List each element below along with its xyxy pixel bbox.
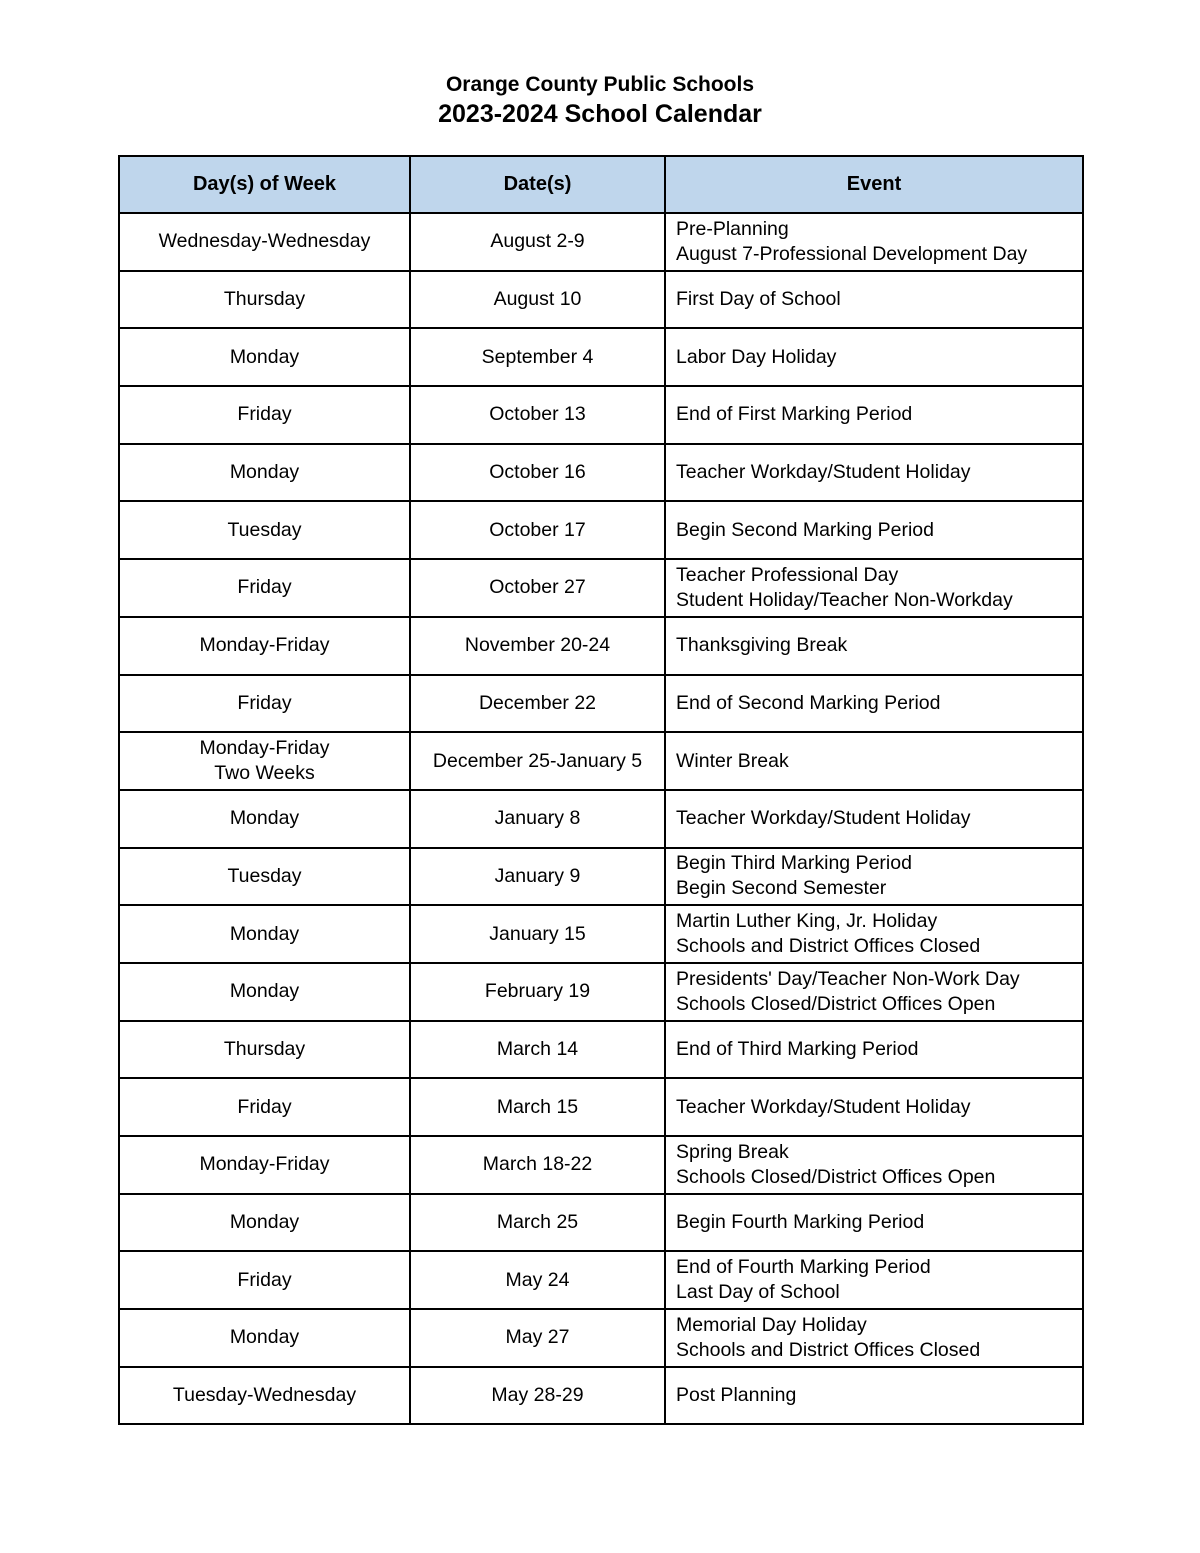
day-of-week-cell [119,1367,410,1425]
document-header [0,72,1200,130]
day-of-week-text: Friday [237,403,292,426]
day-of-week-text: Wednesday-Wednesday [158,230,371,253]
event-cell [665,963,1083,1021]
table-row [119,1194,1083,1252]
day-of-week-text: Thursday [223,288,306,311]
day-of-week-cell [119,905,410,963]
date-cell: September 4 [410,328,665,386]
event-text: Labor Day Holiday [676,345,837,368]
event-cell [665,386,1083,444]
day-of-week-cell [119,732,410,790]
table-row [119,617,1083,675]
date-cell: October 16 [410,444,665,502]
day-of-week-cell [119,386,410,444]
table-row [119,790,1083,848]
day-of-week-text: Friday [237,1095,292,1118]
table-row [119,1251,1083,1309]
event-text: Student Holiday/Teacher Non-Workday [676,588,1013,611]
table-row [119,963,1083,1021]
day-of-week-cell [119,444,410,502]
day-of-week-text: Monday [229,1326,300,1349]
calendar-table [118,155,1084,1425]
date-cell: December 22 [410,675,665,733]
date-cell: January 9 [410,848,665,906]
table-row [119,732,1083,790]
date-cell: October 27 [410,559,665,617]
header-row [119,156,1083,213]
table-row [119,848,1083,906]
table-row [119,905,1083,963]
day-of-week-cell [119,559,410,617]
event-text: Begin Fourth Marking Period [676,1211,925,1234]
event-text: Spring Break [676,1140,789,1163]
table-row [119,1367,1083,1425]
date-cell: March 18-22 [410,1136,665,1194]
column-header-date: Date(s) [410,156,665,213]
event-text: End of Fourth Marking Period [676,1256,931,1279]
day-of-week-text: Two Weeks [214,762,315,785]
table-row [119,675,1083,733]
day-of-week-cell [119,213,410,271]
organization-name: Orange County Public Schools [445,73,755,96]
day-of-week-text: Friday [237,691,292,714]
event-text: First Day of School [676,288,841,311]
table-row [119,559,1083,617]
event-text: Schools and District Offices Closed [676,1338,981,1361]
column-header-day: Day(s) of Week [119,156,410,213]
date-cell: August 10 [410,271,665,329]
table-header [119,156,1083,213]
day-of-week-text: Monday-Friday [199,737,330,760]
event-cell [665,213,1083,271]
event-text: Teacher Workday/Student Holiday [676,1095,971,1118]
event-text: Begin Third Marking Period [676,852,912,875]
table-row [119,1136,1083,1194]
event-text: Schools Closed/District Offices Open [676,1165,996,1188]
event-text: End of Second Marking Period [676,691,941,714]
day-of-week-cell [119,1251,410,1309]
event-text: Teacher Workday/Student Holiday [676,807,971,830]
event-cell [665,1021,1083,1079]
event-text: Thanksgiving Break [676,634,848,657]
date-cell: May 28-29 [410,1367,665,1425]
table-row [119,1021,1083,1079]
date-cell: August 2-9 [410,213,665,271]
event-cell [665,732,1083,790]
event-text: Post Planning [676,1384,797,1407]
day-of-week-text: Monday [229,807,300,830]
table-row [119,444,1083,502]
event-cell [665,1136,1083,1194]
event-cell [665,675,1083,733]
day-of-week-cell [119,271,410,329]
event-cell [665,790,1083,848]
table-row [119,271,1083,329]
date-cell: May 24 [410,1251,665,1309]
day-of-week-text: Monday [229,461,300,484]
date-cell: February 19 [410,963,665,1021]
column-header-event: Event [665,156,1083,213]
day-of-week-text: Monday [229,345,300,368]
table-row [119,1309,1083,1367]
day-of-week-text: Monday [229,922,300,945]
event-text: Teacher Professional Day [676,563,899,586]
day-of-week-text: Monday [229,1211,300,1234]
event-text: Martin Luther King, Jr. Holiday [676,910,938,933]
event-cell [665,1078,1083,1136]
date-cell: March 15 [410,1078,665,1136]
event-text: Begin Second Marking Period [676,518,934,541]
date-cell: January 8 [410,790,665,848]
event-cell [665,328,1083,386]
event-cell [665,1309,1083,1367]
day-of-week-text: Monday-Friday [199,634,330,657]
date-cell: October 13 [410,386,665,444]
event-text: August 7-Professional Development Day [676,242,1028,265]
day-of-week-text: Monday [229,980,300,1003]
day-of-week-cell [119,848,410,906]
day-of-week-cell [119,675,410,733]
day-of-week-cell [119,1194,410,1252]
event-text: Pre-Planning [676,217,789,240]
date-cell: January 15 [410,905,665,963]
event-cell [665,1194,1083,1252]
event-cell [665,848,1083,906]
event-cell [665,444,1083,502]
date-cell: March 14 [410,1021,665,1079]
event-text: Memorial Day Holiday [676,1313,867,1336]
day-of-week-cell [119,1021,410,1079]
event-cell [665,905,1083,963]
event-text: Teacher Workday/Student Holiday [676,461,971,484]
day-of-week-cell [119,501,410,559]
day-of-week-text: Thursday [223,1037,306,1060]
event-text: Winter Break [676,749,789,772]
event-text: End of First Marking Period [676,403,913,426]
table-row [119,328,1083,386]
table-body [119,213,1083,1424]
table-row [119,213,1083,271]
date-cell: November 20-24 [410,617,665,675]
day-of-week-text: Friday [237,576,292,599]
event-text: End of Third Marking Period [676,1037,919,1060]
day-of-week-text: Tuesday [227,864,302,887]
day-of-week-text: Monday-Friday [199,1153,330,1176]
event-cell [665,1251,1083,1309]
day-of-week-cell [119,1078,410,1136]
date-cell: March 25 [410,1194,665,1252]
event-cell [665,271,1083,329]
event-cell [665,501,1083,559]
date-cell: May 27 [410,1309,665,1367]
day-of-week-text: Tuesday-Wednesday [172,1384,357,1407]
day-of-week-cell [119,328,410,386]
event-cell [665,617,1083,675]
day-of-week-text: Friday [237,1268,292,1291]
day-of-week-cell [119,963,410,1021]
day-of-week-text: Tuesday [227,518,302,541]
event-cell [665,1367,1083,1425]
event-text: Presidents' Day/Teacher Non-Work Day [676,967,1020,990]
day-of-week-cell [119,790,410,848]
event-text: Last Day of School [676,1281,840,1304]
date-cell: October 17 [410,501,665,559]
day-of-week-cell [119,1309,410,1367]
page-title: 2023-2024 School Calendar [438,100,762,128]
table-row [119,1078,1083,1136]
event-text: Schools and District Offices Closed [676,935,981,958]
table-row [119,386,1083,444]
day-of-week-cell [119,1136,410,1194]
event-text: Begin Second Semester [676,877,887,900]
date-cell: December 25-January 5 [410,732,665,790]
table-row [119,501,1083,559]
day-of-week-cell [119,617,410,675]
event-text: Schools Closed/District Offices Open [676,992,996,1015]
event-cell [665,559,1083,617]
